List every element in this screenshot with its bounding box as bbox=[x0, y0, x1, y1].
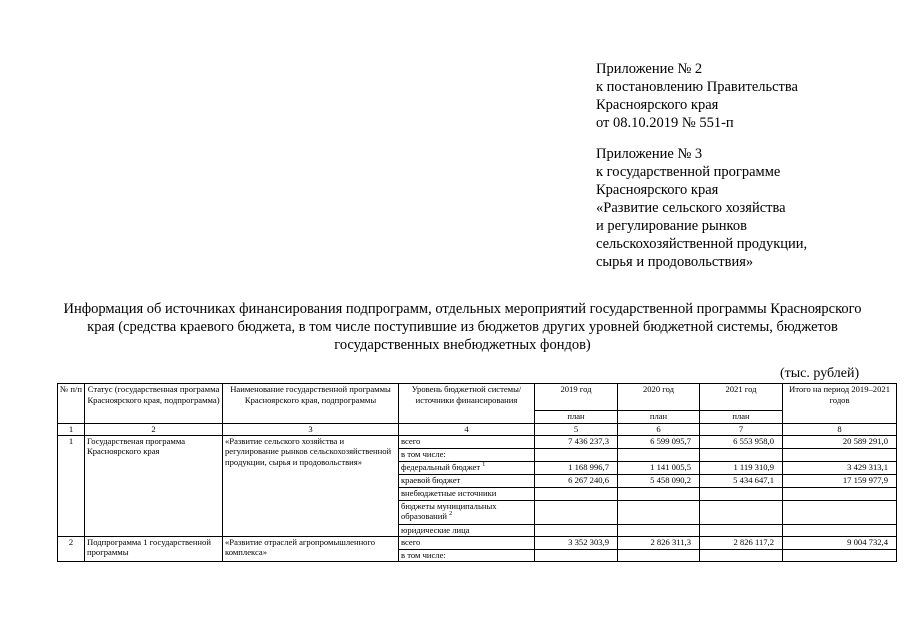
value-total bbox=[783, 524, 897, 536]
appendix-3-line: к государственной программе bbox=[596, 164, 781, 180]
table-header-row bbox=[58, 384, 897, 411]
column-number: 5 bbox=[535, 424, 618, 436]
appendix-3-line: сырья и продовольствия» bbox=[596, 254, 754, 270]
funding-level: юридические лица bbox=[399, 524, 535, 536]
value-2020: 5 458 090,2 bbox=[618, 474, 700, 487]
value-2021: 6 553 958,0 bbox=[700, 435, 783, 448]
value-2019: 1 168 996,7 bbox=[535, 461, 618, 474]
value-2020 bbox=[618, 500, 700, 524]
appendix-3-line: Красноярского края bbox=[596, 182, 719, 198]
funding-level: внебюджетные источники bbox=[399, 487, 535, 500]
value-total bbox=[783, 448, 897, 461]
value-2020 bbox=[618, 487, 700, 500]
value-total: 17 159 977,9 bbox=[783, 474, 897, 487]
financing-table bbox=[57, 383, 897, 562]
value-2019: 6 267 240,6 bbox=[535, 474, 618, 487]
appendix-3-line: Приложение № 3 bbox=[596, 146, 703, 162]
footnote-mark: 2 bbox=[449, 511, 453, 518]
header-status: Статус (государственная программа Красноярского края, подпрограмма) bbox=[85, 384, 223, 424]
value-total: 20 589 291,0 bbox=[783, 435, 897, 448]
header-plan: план bbox=[700, 411, 783, 424]
appendix-3-line: сельскохозяйственной продукции, bbox=[596, 236, 808, 252]
column-number: 4 bbox=[399, 424, 535, 436]
row-program-name: «Развитие отраслей агропромышленного комплекса» bbox=[223, 536, 399, 561]
units-label: (тыс. рублей) bbox=[780, 366, 860, 381]
column-number: 1 bbox=[58, 424, 85, 436]
value-2021 bbox=[700, 448, 783, 461]
value-2021 bbox=[700, 500, 783, 524]
value-2021 bbox=[700, 524, 783, 536]
appendix-2-line: к постановлению Правительства bbox=[596, 79, 798, 95]
value-2021 bbox=[700, 487, 783, 500]
funding-level-label: бюджеты муниципальных образований bbox=[401, 500, 497, 521]
funding-level: в том числе: bbox=[399, 448, 535, 461]
value-2020: 1 141 005,5 bbox=[618, 461, 700, 474]
appendix-3-line: и регулирование рынков bbox=[596, 218, 747, 234]
column-number: 6 bbox=[618, 424, 700, 436]
value-total: 3 429 313,1 bbox=[783, 461, 897, 474]
column-numbers-row bbox=[58, 424, 897, 436]
header-2021: 2021 год bbox=[700, 384, 783, 411]
appendix-2-line: Приложение № 2 bbox=[596, 61, 703, 77]
value-2021 bbox=[700, 549, 783, 561]
funding-level-label: федеральный бюджет bbox=[401, 461, 481, 472]
value-2021: 5 434 647,1 bbox=[700, 474, 783, 487]
value-total bbox=[783, 487, 897, 500]
funding-level bbox=[399, 461, 535, 474]
header-plan: план bbox=[535, 411, 618, 424]
value-2019 bbox=[535, 487, 618, 500]
document-title: Информация об источниках финансирования подпрограмм, отдельных мероприятий государственной программы Красноярского края (средства краевого бюджета, в том числе поступившие из бюджетов других уровней бюджетной системы, бюджетов государственных внебюджетных фондов) bbox=[63, 301, 862, 353]
appendix-3-block bbox=[596, 145, 807, 271]
funding-level: всего bbox=[399, 435, 535, 448]
table-row bbox=[58, 536, 897, 549]
table-row bbox=[58, 435, 897, 448]
header-plan: план bbox=[618, 411, 700, 424]
funding-level bbox=[399, 500, 535, 524]
row-number: 2 bbox=[58, 536, 85, 561]
value-2019 bbox=[535, 500, 618, 524]
column-number: 7 bbox=[700, 424, 783, 436]
column-number: 8 bbox=[783, 424, 897, 436]
row-program-name: «Развитие сельского хозяйства и регулирование рынков сельскохозяйственной продукции, сырья и продовольствия» bbox=[223, 435, 399, 536]
value-2021: 1 119 310,9 bbox=[700, 461, 783, 474]
value-2019 bbox=[535, 524, 618, 536]
appendix-2-line: от 08.10.2019 № 551-п bbox=[596, 115, 734, 131]
value-2020 bbox=[618, 448, 700, 461]
header-level: Уровень бюджетной системы/источники финансирования bbox=[399, 384, 535, 424]
row-status: Подпрограмма 1 государственной программы bbox=[85, 536, 223, 561]
funding-level: в том числе: bbox=[399, 549, 535, 561]
value-2019 bbox=[535, 448, 618, 461]
value-2020 bbox=[618, 524, 700, 536]
value-total: 9 004 732,4 bbox=[783, 536, 897, 549]
header-2019: 2019 год bbox=[535, 384, 618, 411]
value-2021: 2 826 117,2 bbox=[700, 536, 783, 549]
column-number: 2 bbox=[85, 424, 223, 436]
appendix-3-line: «Развитие сельского хозяйства bbox=[596, 200, 786, 216]
header-2020: 2020 год bbox=[618, 384, 700, 411]
funding-level: краевой бюджет bbox=[399, 474, 535, 487]
value-2020 bbox=[618, 549, 700, 561]
row-status: Государственая программа Красноярского края bbox=[85, 435, 223, 536]
value-2020: 2 826 311,3 bbox=[618, 536, 700, 549]
row-number: 1 bbox=[58, 435, 85, 536]
appendix-2-block bbox=[596, 60, 798, 132]
footnote-mark: 1 bbox=[482, 461, 486, 468]
value-2019: 3 352 303,9 bbox=[535, 536, 618, 549]
value-total bbox=[783, 500, 897, 524]
funding-level: всего bbox=[399, 536, 535, 549]
value-2019: 7 436 237,3 bbox=[535, 435, 618, 448]
header-total: Итого на период 2019–2021 годов bbox=[783, 384, 897, 424]
value-total bbox=[783, 549, 897, 561]
value-2019 bbox=[535, 549, 618, 561]
column-number: 3 bbox=[223, 424, 399, 436]
value-2020: 6 599 095,7 bbox=[618, 435, 700, 448]
header-name: Наименование государственной программы Красноярского края, подпрограммы bbox=[223, 384, 399, 424]
header-no: № п/п bbox=[58, 384, 85, 424]
appendix-2-line: Красноярского края bbox=[596, 97, 719, 113]
